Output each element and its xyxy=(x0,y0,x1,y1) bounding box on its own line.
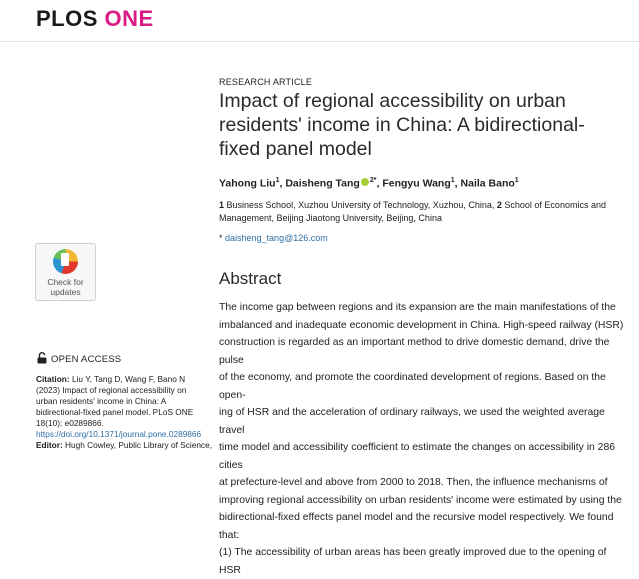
abstract-body xyxy=(219,299,629,579)
check-label-line1: Check for xyxy=(47,277,84,287)
author-name[interactable]: Daisheng Tang xyxy=(285,177,360,190)
corresponding-email xyxy=(219,233,328,243)
open-access-label xyxy=(36,352,121,365)
abstract-line: improving regional accessibility on urban residents' income were estimated by using the xyxy=(219,494,622,506)
abstract-line: bidirectional-fixed effects panel model and the recursive model respectively. We found that: xyxy=(219,512,614,541)
author-list: Yahong Liu$^1$, Daisheng Tang $^{2*}$, Fengyu Wang$^1$, Naila Bano$^1$ xyxy=(219,177,519,190)
editor-line xyxy=(36,440,212,450)
journal-logo[interactable] xyxy=(36,8,154,30)
abstract-line: time model and accessibility coefficient to estimate the changes on accessibility in 286 cities xyxy=(219,442,616,471)
abstract-line: ing of HSR and the acceleration of ordinary railways, we used the weighted average travel xyxy=(219,407,605,436)
check-label-line2: updates xyxy=(50,286,81,297)
affiliation-text: Business School, Xuzhou University of Technology, Xuzhou, China, xyxy=(226,200,495,210)
affiliations xyxy=(219,199,609,224)
abstract-line: imbalanced and inadequate economic development in China. High-speed railway (HSR) xyxy=(219,319,624,331)
abstract-heading: Abstract xyxy=(219,269,282,288)
email-marker: * xyxy=(219,233,226,243)
citation-block xyxy=(36,374,206,440)
corresponding-mark: * xyxy=(373,177,377,184)
citation-label: Citation: xyxy=(36,374,70,384)
author-affiliation-sup: 2 xyxy=(369,177,374,184)
check-for-updates-button[interactable] xyxy=(35,243,96,301)
author-affiliation-sup: 1 xyxy=(275,177,280,184)
author-affiliation-sup: 1 xyxy=(450,177,455,184)
article-type: RESEARCH ARTICLE xyxy=(219,77,313,87)
editor-text: Hugh Cowley, Public Library of Science, xyxy=(65,440,213,450)
logo-one-text: ONE xyxy=(97,6,154,31)
abstract-line: (1) The accessibility of urban areas has been greatly improved due to the opening of HSR xyxy=(219,547,607,576)
open-access-text: OPEN ACCESS xyxy=(51,354,122,365)
citation-text: Liu Y, Tang D, Wang F, Bano N (2023) Impact of regional accessibility on urban residents' income in China: A bidirectional-fixed panel model. PLoS ONE 18(10): e0289866. xyxy=(36,374,194,428)
affiliation-number: 2 xyxy=(496,200,502,210)
check-for-updates-label xyxy=(36,278,95,297)
crossmark-icon xyxy=(53,249,78,274)
editor-label: Editor: xyxy=(36,440,63,450)
affiliation-number: 1 xyxy=(219,200,225,210)
author-affiliation-sup: 1 xyxy=(514,177,519,184)
abstract-line: construction is regarded as an important method to drive domestic demand, drive the pulse xyxy=(219,337,610,366)
email-link[interactable]: daisheng_tang@126.com xyxy=(225,233,328,243)
doi-link[interactable]: https://doi.org/10.1371/journal.pone.0289866 xyxy=(36,429,202,439)
author-name[interactable]: Naila Bano xyxy=(460,177,515,190)
author-name[interactable]: Yahong Liu xyxy=(219,177,276,190)
header-divider xyxy=(0,41,639,42)
author-name[interactable]: Fengyu Wang xyxy=(382,177,451,190)
logo-plos-text: PLOS xyxy=(36,6,98,31)
article-title: Impact of regional accessibility on urban residents' income in China: A bidirectional-fixed panel model xyxy=(219,90,585,160)
abstract-line: at prefecture-level and above from 2000 to 2018. Then, the influence mechanisms of xyxy=(219,477,608,488)
abstract-line: of the economy, and promote the coordinated development of regions. Based on the open- xyxy=(219,372,606,401)
open-lock-icon xyxy=(36,352,48,364)
abstract-line: The income gap between regions and its expansion are the main manifestations of the xyxy=(219,302,616,313)
orcid-icon[interactable] xyxy=(361,178,369,186)
affiliation-text: School of Economics and Management, Beijing Jiaotong University, Beijing, China xyxy=(219,200,606,223)
